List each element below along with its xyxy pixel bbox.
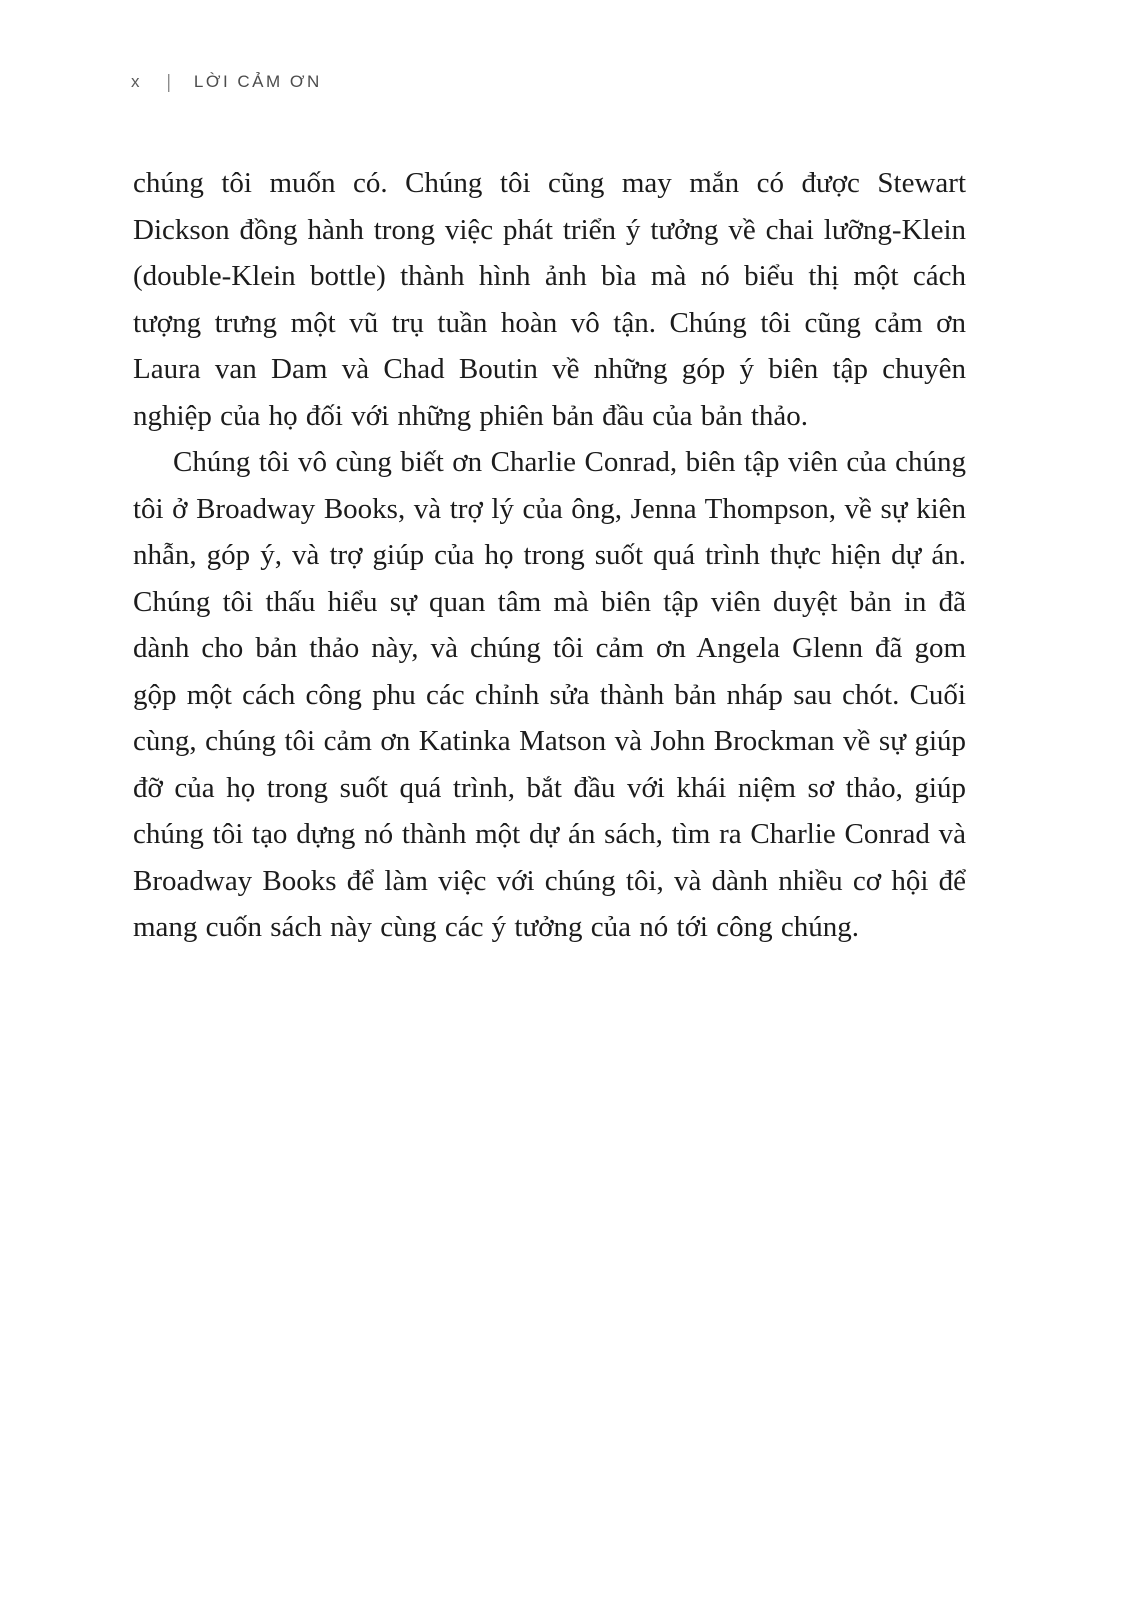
header-divider: | (166, 70, 172, 93)
running-header (131, 72, 966, 92)
chapter-title: LỜI CẢM ƠN (193, 72, 322, 91)
page-number: x (131, 72, 141, 91)
paragraph: chúng tôi muốn có. Chúng tôi cũng may mắn có được Stewart Dickson đồng hành trong việc phát triển ý tưởng về chai lưỡng-Klein (double-Klein bottle) thành hình ảnh bìa mà nó biểu thị một cách tượng trưng một vũ trụ tuần hoàn vô tận. Chúng tôi cũng cảm ơn Laura van Dam và Chad Boutin về những góp ý biên tập chuyên nghiệp của họ đối với những phiên bản đầu của bản thảo. (133, 167, 966, 432)
paragraph: Chúng tôi vô cùng biết ơn Charlie Conrad, biên tập viên của chúng tôi ở Broadway Books, và trợ lý của ông, Jenna Thompson, về sự kiên nhẫn, góp ý, và trợ giúp của họ trong suốt quá trình thực hiện dự án. Chúng tôi thấu hiểu sự quan tâm mà biên tập viên duyệt bản in đã dành cho bản thảo này, và chúng tôi cảm ơn Angela Glenn đã gom gộp một cách công phu các chỉnh sửa thành bản nháp sau chót. Cuối cùng, chúng tôi cảm ơn Katinka Matson và John Brockman về sự giúp đỡ của họ trong suốt quá trình, bắt đầu với khái niệm sơ thảo, giúp chúng tôi tạo dựng nó thành một dự án sách, tìm ra Charlie Conrad và Broadway Books để làm việc với chúng tôi, và dành nhiều cơ hội để mang cuốn sách này cùng các ý tưởng của nó tới công chúng. (133, 446, 966, 943)
body-text (133, 160, 966, 951)
